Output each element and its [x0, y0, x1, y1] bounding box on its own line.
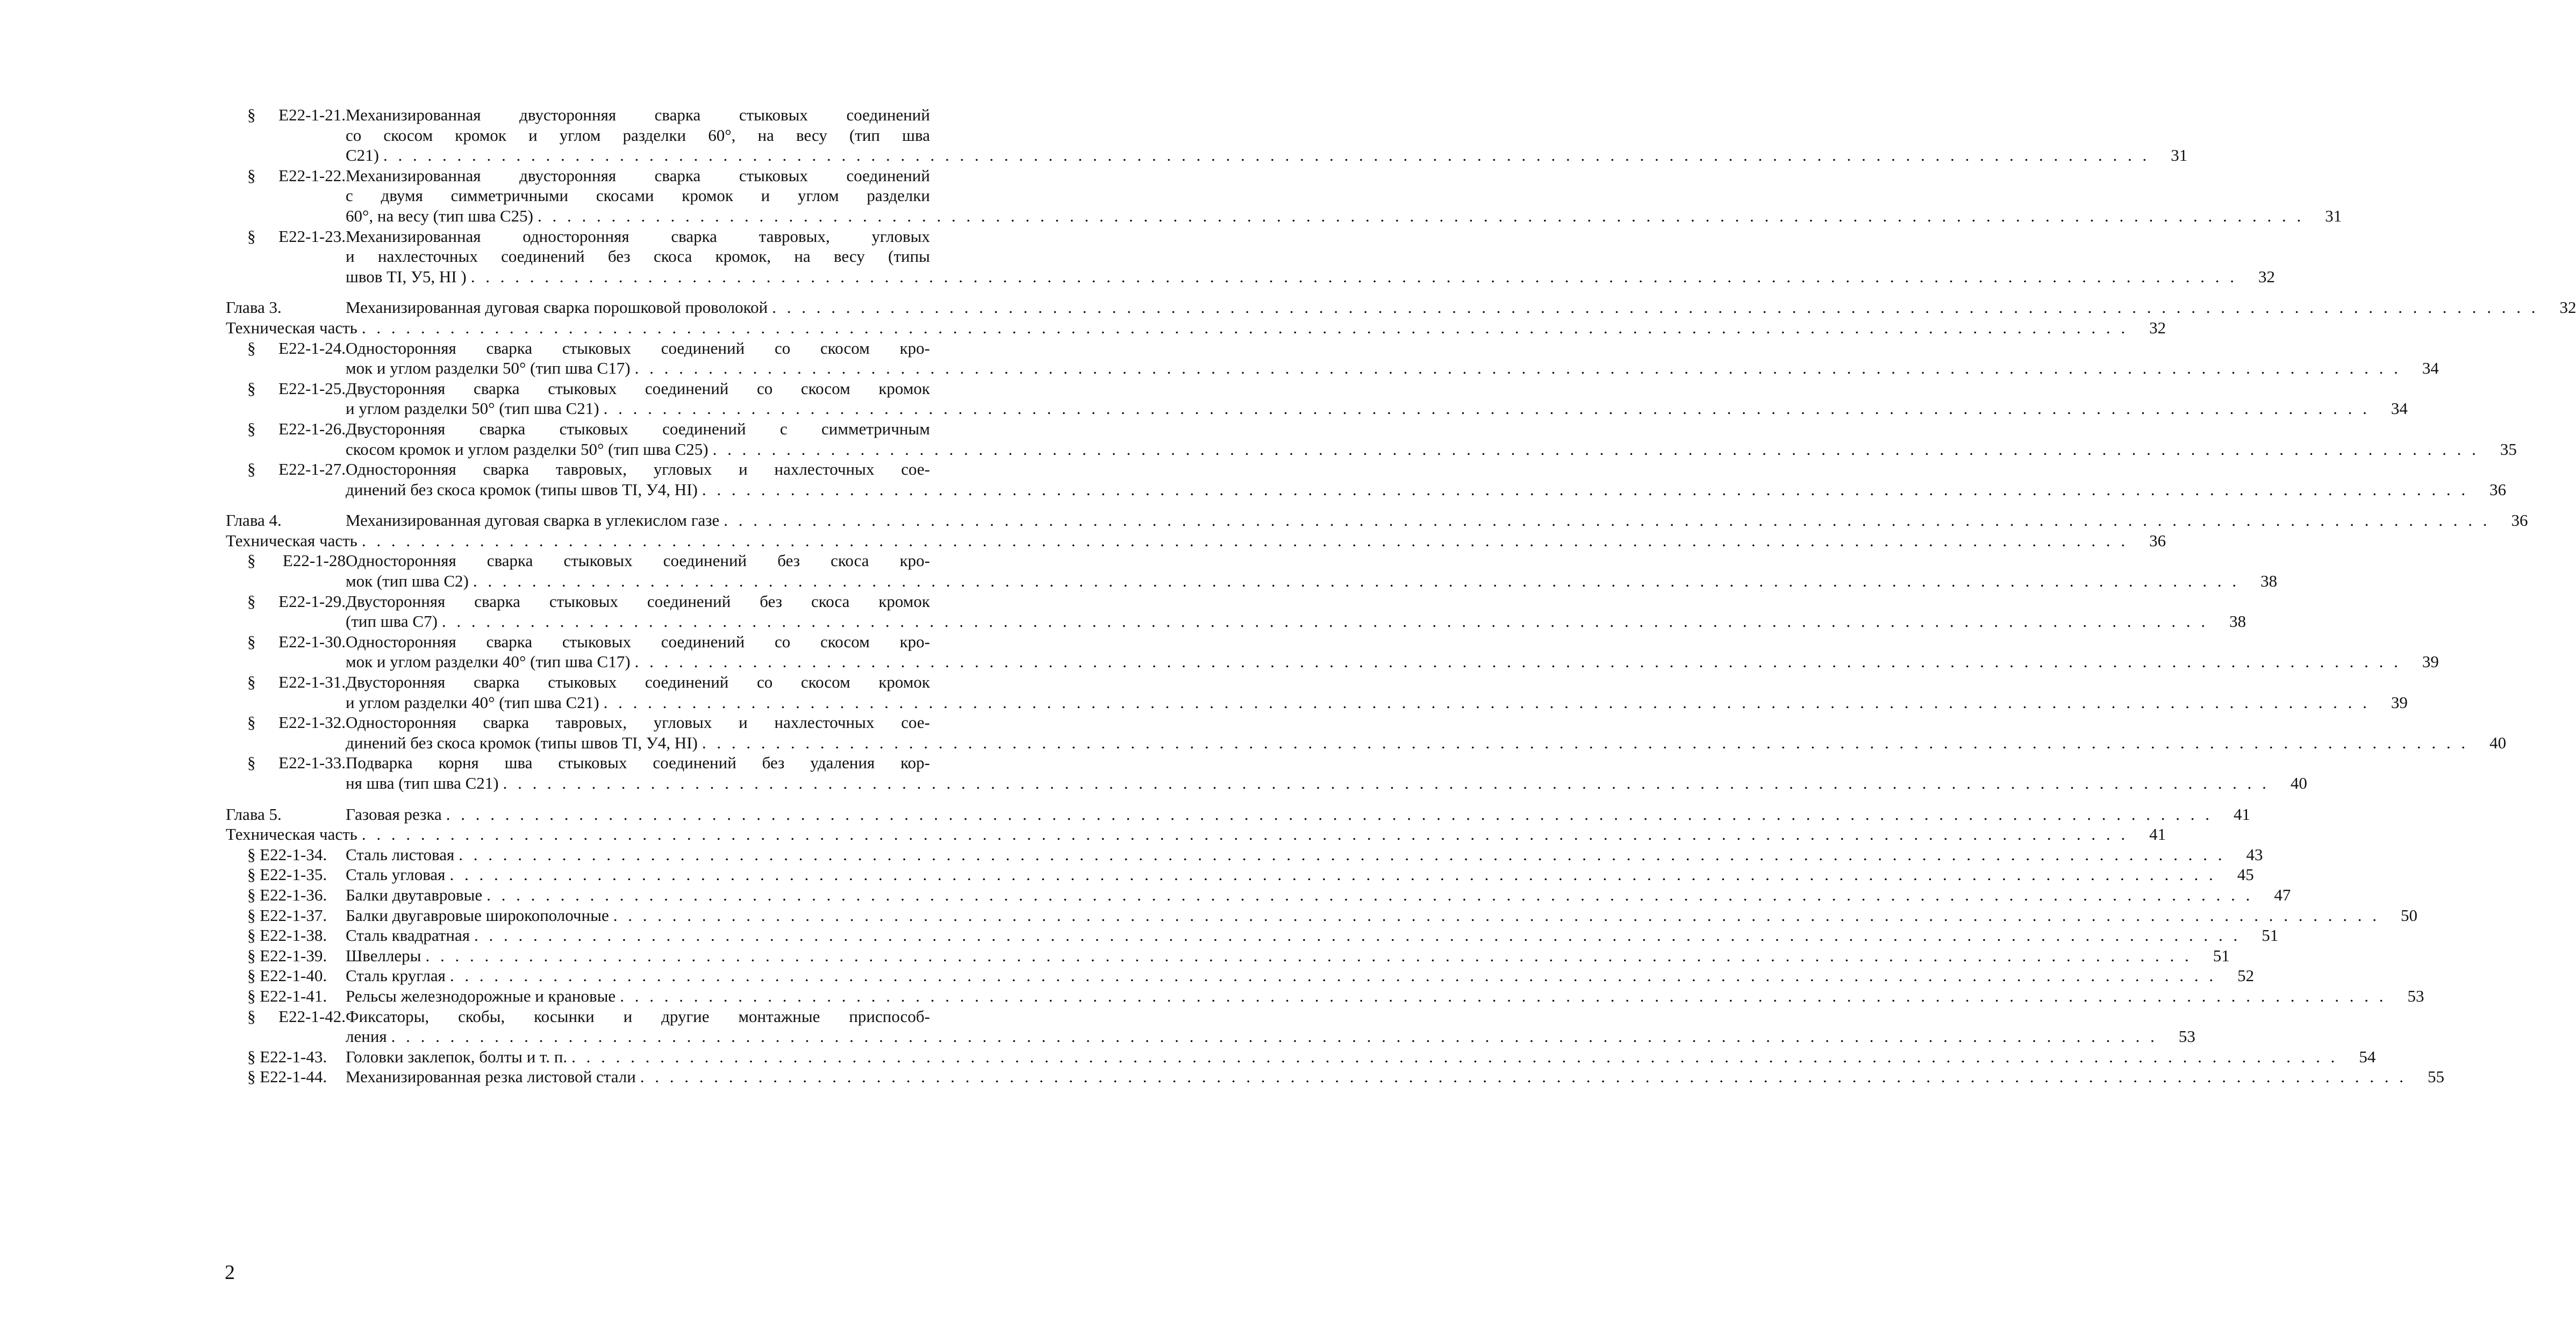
toc-entry-title-text: Техническая часть: [226, 825, 357, 844]
toc-section-entry: [226, 166, 2342, 226]
dot-leader: . . . . . . . . . . . . . . . . . . . . . . . . . . . . . . . . . . . . . . . . . . . . . . . . . . . . . . . . . . . . . . . . . . . . . . . . . . . . . . . . . . . . . . . . . . . . . . . . . . . . . . . . . . . . . . . . . . . . . . . .: [449, 865, 2216, 884]
toc-page-ref: 40: [2290, 774, 2307, 792]
toc-page-ref: 31: [2171, 146, 2188, 165]
toc-page-ref: 53: [2178, 1027, 2195, 1046]
toc-entry-code: § Е22-1-24.: [247, 338, 346, 358]
dot-leader: . . . . . . . . . . . . . . . . . . . . . . . . . . . . . . . . . . . . . . . . . . . . . . . . . . . . . . . . . . . . . . . . . . . . . . . . . . . . . . . . . . . . . . . . . . . . . . . . . . . . . . . . . . . . . . . . . . . . . . . .: [603, 399, 2370, 418]
toc-entry-leader-line: [226, 966, 2255, 986]
toc-entry-code: Глава 4.: [226, 511, 282, 530]
dot-leader: . . . . . . . . . . . . . . . . . . . . . . . . . . . . . . . . . . . . . . . . . . . . . . . . . . . . . . . . . . . . . . . . . . . . . . . . . . . . . . . . . . . . . . . . . . . . . . . . . . . . . . . . . . . . . . . . . . . . . . . .: [634, 652, 2401, 671]
toc-entry-title-text: (тип шва С7): [346, 612, 438, 631]
dot-leader: . . . . . . . . . . . . . . . . . . . . . . . . . . . . . . . . . . . . . . . . . . . . . . . . . . . . . . . . . . . . . . . . . . . . . . . . . . . . . . . . . . . . . . . . . . . . . . . . . . . . . . . . . . . . . . . . . . . . . . . .: [772, 298, 2539, 317]
toc-page-ref: 32: [2258, 267, 2275, 286]
toc-entry-leader-line: [346, 652, 2439, 672]
toc-page-ref: 36: [2511, 511, 2528, 530]
dot-leader: . . . . . . . . . . . . . . . . . . . . . . . . . . . . . . . . . . . . . . . . . . . . . . . . . . . . . . . . . . . . . . . . . . . . . . . . . . . . . . . . . . . . . . . . . . . . . . . . . . . . . . . . . . . . . . . . . . . . . . . .: [391, 1027, 2158, 1046]
toc-entry-title-text: Сталь угловая: [346, 865, 446, 884]
toc-page-ref: 54: [2359, 1047, 2376, 1066]
toc-entry-leader-line: [346, 692, 2408, 713]
toc-section-entry: [226, 591, 2246, 632]
toc-page-ref: 41: [2233, 804, 2250, 824]
toc-entry-leader-line: [346, 571, 2278, 591]
toc-entry-title-line: со скосом кромок и углом разделки 60°, на весу (тип шва: [346, 125, 930, 145]
toc-entry-code: § Е22-1-26.: [247, 419, 346, 438]
toc-entry-title-text: Сталь листовая: [346, 845, 455, 864]
toc-section-entry: [226, 712, 2507, 753]
toc-entry-leader-line: [226, 531, 2166, 551]
toc-entry-leader-line: [226, 1067, 2445, 1087]
toc-entry-title-line: [226, 1006, 930, 1027]
toc-entry-title-text: Двусторонняя сварка стыковых соединений со скосом кромок: [346, 673, 930, 692]
toc-entry-code: § Е22-1-34.: [247, 845, 327, 864]
toc-entry-title-line: [226, 712, 930, 733]
toc-entry-leader-line: [226, 1047, 2376, 1067]
toc-entry-title-text: динений без скоса кромок (типы швов TI, У4, HI): [346, 480, 698, 499]
toc-section-entry: [226, 1006, 2195, 1047]
toc-entry-code: § Е22-1-32.: [247, 713, 346, 732]
toc-section-entry: [226, 338, 2439, 378]
toc-entry-code: § Е22-1-23.: [247, 226, 346, 246]
toc-entry-title-text: Рельсы железнодорожные и крановые: [346, 986, 616, 1005]
toc-entry-code: § Е22-1-28: [247, 551, 346, 570]
toc-entry-title-text: Сталь круглая: [346, 966, 446, 985]
toc-entry-title-line: [226, 672, 930, 692]
toc-page-ref: 39: [2422, 652, 2439, 671]
toc-entry-leader-line: [346, 480, 2507, 500]
dot-leader: . . . . . . . . . . . . . . . . . . . . . . . . . . . . . . . . . . . . . . . . . . . . . . . . . . . . . . . . . . . . . . . . . . . . . . . . . . . . . . . . . . . . . . . . . . . . . . . . . . . . . . . . . . . . . . . . . . . . . . . .: [449, 966, 2217, 985]
toc-page-ref: 55: [2428, 1067, 2445, 1087]
toc-entry-title-line: и нахлесточных соединений без скоса кромок, на весу (типы: [346, 247, 930, 266]
toc-entry-leader-line: [346, 1026, 2195, 1047]
toc-page-ref: 35: [2500, 439, 2517, 459]
toc-entry-leader-line: [226, 845, 2263, 865]
dot-leader: . . . . . . . . . . . . . . . . . . . . . . . . . . . . . . . . . . . . . . . . . . . . . . . . . . . . . . . . . . . . . . . . . . . . . . . . . . . . . . . . . . . . . . . . . . . . . . . . . . . . . . . . . . . . . . . . . . . . . . . .: [613, 905, 2380, 925]
dot-leader: . . . . . . . . . . . . . . . . . . . . . . . . . . . . . . . . . . . . . . . . . . . . . . . . . . . . . . . . . . . . . . . . . . . . . . . . . . . . . . . . . . . . . . . . . . . . . . . . . . . . . . . . . . . . . . . . . . . . . . . .: [702, 733, 2469, 752]
toc-entry-title-line: [226, 378, 930, 399]
toc-section-entry: [226, 672, 2408, 712]
toc-entry-code: § Е22-1-39.: [247, 946, 327, 965]
toc-entry-code: § Е22-1-36.: [247, 885, 327, 904]
toc-entry-title-text: Односторонняя сварка тавровых, угловых и нахлесточных сое-: [346, 460, 930, 479]
toc-section-entry: [226, 551, 2278, 591]
toc-section-entry: [226, 946, 2230, 966]
toc-page-ref: 36: [2149, 531, 2166, 550]
toc-page-ref: 34: [2391, 399, 2408, 418]
toc-entry-leader-line: [226, 986, 2424, 1006]
toc-entry-title-text: Головки заклепок, болты и т. п.: [346, 1047, 568, 1066]
dot-leader: . . . . . . . . . . . . . . . . . . . . . . . . . . . . . . . . . . . . . . . . . . . . . . . . . . . . . . . . . . . . . . . . . . . . . . . . . . . . . . . . . . . . . . . . . . . . . . . . . . . . . . . . . . . . . . . . . . . . . . . .: [459, 845, 2226, 864]
toc-entry-code: § Е22-1-38.: [247, 926, 327, 945]
dot-leader: . . . . . . . . . . . . . . . . . . . . . . . . . . . . . . . . . . . . . . . . . . . . . . . . . . . . . . . . . . . . . . . . . . . . . . . . . . . . . . . . . . . . . . . . . . . . . . . . . . . . . . . . . . . . . . . . . . . . . . . .: [702, 480, 2469, 499]
toc-entry-leader-line: [346, 145, 2188, 166]
toc-entry-title-line: [226, 753, 930, 773]
toc-entry-title-text: Односторонняя сварка стыковых соединений со скосом кро-: [346, 338, 930, 358]
toc-section-entry: [226, 905, 2417, 926]
toc-entry-title-text: Механизированная резка листовой стали: [346, 1067, 636, 1087]
toc-entry-code: § Е22-1-33.: [247, 753, 346, 773]
toc-page-ref: 38: [2229, 612, 2246, 631]
toc-entry-title-line: [226, 338, 930, 359]
toc-page-ref: 43: [2246, 845, 2263, 864]
toc-entry-title-line: [226, 105, 930, 125]
toc-page-ref: 53: [2407, 986, 2424, 1005]
toc-entry-title-line: [226, 591, 930, 612]
toc-section-entry: [226, 226, 2275, 287]
toc-entry-leader-line: [346, 267, 2275, 287]
toc-entry-title-text: Механизированная дуговая сварка в углекислом газе: [346, 511, 720, 530]
toc-entry-code: § Е22-1-42.: [247, 1006, 346, 1026]
toc-entry-title-text: Швеллеры: [346, 946, 421, 965]
toc-page-ref: 31: [2325, 206, 2342, 225]
dot-leader: . . . . . . . . . . . . . . . . . . . . . . . . . . . . . . . . . . . . . . . . . . . . . . . . . . . . . . . . . . . . . . . . . . . . . . . . . . . . . . . . . . . . . . . . . . . . . . . . . . . . . . . . . . . . . . . . . . . . . . . .: [724, 511, 2491, 530]
dot-leader: . . . . . . . . . . . . . . . . . . . . . . . . . . . . . . . . . . . . . . . . . . . . . . . . . . . . . . . . . . . . . . . . . . . . . . . . . . . . . . . . . . . . . . . . . . . . . . . . . . . . . . . . . . . . . . . . . . . . . . . .: [486, 885, 2253, 904]
toc-page-ref: 32: [2559, 298, 2576, 317]
toc-section-entry: [226, 105, 2188, 166]
toc-entry-code: § Е22-1-29.: [247, 591, 346, 611]
toc-part-entry: [226, 318, 2166, 338]
toc-entry-leader-line: [346, 773, 2307, 794]
toc-entry-title-text: Техническая часть: [226, 318, 357, 337]
toc-entry-leader-line: [226, 297, 2576, 318]
toc-entry-title-text: Фиксаторы, скобы, косынки и другие монтажные приспособ-: [346, 1006, 930, 1026]
toc-entry-title-text: Двусторонняя сварка стыковых соединений со скосом кромок: [346, 378, 930, 398]
toc-entry-title-text: Двусторонняя сварка стыковых соединений без скоса кромок: [346, 591, 930, 611]
dot-leader: . . . . . . . . . . . . . . . . . . . . . . . . . . . . . . . . . . . . . . . . . . . . . . . . . . . . . . . . . . . . . . . . . . . . . . . . . . . . . . . . . . . . . . . . . . . . . . . . . . . . . . . . . . . . . . . . . . . . . . . .: [361, 825, 2129, 844]
toc-page-ref: 50: [2400, 905, 2417, 925]
dot-leader: . . . . . . . . . . . . . . . . . . . . . . . . . . . . . . . . . . . . . . . . . . . . . . . . . . . . . . . . . . . . . . . . . . . . . . . . . . . . . . . . . . . . . . . . . . . . . . . . . . . . . . . . . . . . . . . . . . . . . . . .: [538, 206, 2305, 225]
toc-entry-title-text: Техническая часть: [226, 531, 357, 550]
toc-entry-leader-line: [346, 398, 2408, 419]
toc-entry-leader-line: [346, 611, 2246, 632]
toc-entry-leader-line: [346, 733, 2507, 753]
toc-entry-title-text: Односторонняя сварка стыковых соединений без скоса кро-: [346, 551, 930, 570]
toc-entry-leader-line: [226, 510, 2528, 531]
dot-leader: . . . . . . . . . . . . . . . . . . . . . . . . . . . . . . . . . . . . . . . . . . . . . . . . . . . . . . . . . . . . . . . . . . . . . . . . . . . . . . . . . . . . . . . . . . . . . . . . . . . . . . . . . . . . . . . . . . . . . . . .: [603, 692, 2370, 712]
toc-entry-title-text: Односторонняя сварка тавровых, угловых и нахлесточных сое-: [346, 713, 930, 732]
toc-chapter-entry: [226, 297, 2576, 318]
toc-entry-leader-line: [346, 439, 2517, 460]
toc-entry-title-text: Односторонняя сварка стыковых соединений со скосом кро-: [346, 632, 930, 651]
toc-section-entry: [226, 845, 2263, 865]
toc-entry-leader-line: [346, 358, 2439, 378]
toc-entry-title-text: Подварка корня шва стыковых соединений без удаления кор-: [346, 753, 930, 773]
dot-leader: . . . . . . . . . . . . . . . . . . . . . . . . . . . . . . . . . . . . . . . . . . . . . . . . . . . . . . . . . . . . . . . . . . . . . . . . . . . . . . . . . . . . . . . . . . . . . . . . . . . . . . . . . . . . . . . . . . . . . . . .: [361, 318, 2129, 337]
dot-leader: . . . . . . . . . . . . . . . . . . . . . . . . . . . . . . . . . . . . . . . . . . . . . . . . . . . . . . . . . . . . . . . . . . . . . . . . . . . . . . . . . . . . . . . . . . . . . . . . . . . . . . . . . . . . . . . . . . . . . . . .: [446, 804, 2213, 824]
toc-entry-leader-line: [226, 804, 2250, 825]
toc-entry-title-line: [226, 226, 930, 247]
toc-section-entry: [226, 986, 2424, 1006]
toc-entry-leader-line: [226, 905, 2417, 926]
toc-entry-title-line: с двумя симметричными скосами кромок и углом разделки: [346, 186, 930, 205]
toc-page-ref: 51: [2262, 926, 2279, 945]
toc-page-ref: 51: [2213, 946, 2230, 965]
toc-entry-title-text: Сталь квадратная: [346, 926, 470, 945]
toc-entry-code: § Е22-1-35.: [247, 865, 327, 884]
toc-entry-title-text: мок и углом разделки 50° (тип шва С17): [346, 359, 631, 378]
dot-leader: . . . . . . . . . . . . . . . . . . . . . . . . . . . . . . . . . . . . . . . . . . . . . . . . . . . . . . . . . . . . . . . . . . . . . . . . . . . . . . . . . . . . . . . . . . . . . . . . . . . . . . . . . . . . . . . . . . . . . . . .: [634, 359, 2401, 378]
toc-chapter-entry: [226, 510, 2528, 531]
dot-leader: . . . . . . . . . . . . . . . . . . . . . . . . . . . . . . . . . . . . . . . . . . . . . . . . . . . . . . . . . . . . . . . . . . . . . . . . . . . . . . . . . . . . . . . . . . . . . . . . . . . . . . . . . . . . . . . . . . . . . . . .: [425, 946, 2192, 965]
toc-page-ref: 47: [2274, 885, 2291, 904]
table-of-contents: [226, 105, 2576, 1087]
dot-leader: . . . . . . . . . . . . . . . . . . . . . . . . . . . . . . . . . . . . . . . . . . . . . . . . . . . . . . . . . . . . . . . . . . . . . . . . . . . . . . . . . . . . . . . . . . . . . . . . . . . . . . . . . . . . . . . . . . . . . . . .: [640, 1067, 2407, 1087]
toc-entry-leader-line: [226, 925, 2279, 946]
dot-leader: . . . . . . . . . . . . . . . . . . . . . . . . . . . . . . . . . . . . . . . . . . . . . . . . . . . . . . . . . . . . . . . . . . . . . . . . . . . . . . . . . . . . . . . . . . . . . . . . . . . . . . . . . . . . . . . . . . . . . . . .: [474, 926, 2241, 945]
toc-entry-leader-line: [226, 885, 2291, 905]
toc-entry-title-text: и углом разделки 40° (тип шва С21): [346, 692, 599, 712]
toc-page-ref: 52: [2237, 966, 2255, 985]
toc-entry-code: § Е22-1-43.: [247, 1047, 327, 1066]
toc-entry-title-text: Газовая резка: [346, 804, 442, 824]
toc-entry-code: § Е22-1-30.: [247, 632, 346, 651]
toc-entry-leader-line: [226, 824, 2166, 845]
toc-page-ref: 40: [2489, 733, 2507, 752]
toc-entry-title-text: мок (тип шва С2): [346, 571, 469, 591]
toc-page-ref: 41: [2149, 825, 2166, 844]
toc-entry-title-line: [226, 419, 930, 439]
toc-entry-title-text: и углом разделки 50° (тип шва С21): [346, 399, 599, 418]
toc-section-entry: [226, 632, 2439, 672]
toc-section-entry: [226, 419, 2517, 459]
dot-leader: . . . . . . . . . . . . . . . . . . . . . . . . . . . . . . . . . . . . . . . . . . . . . . . . . . . . . . . . . . . . . . . . . . . . . . . . . . . . . . . . . . . . . . . . . . . . . . . . . . . . . . . . . . . . . . . . . . . . . . . .: [470, 267, 2237, 286]
toc-entry-title-text: ня шва (тип шва С21): [346, 774, 499, 792]
dot-leader: . . . . . . . . . . . . . . . . . . . . . . . . . . . . . . . . . . . . . . . . . . . . . . . . . . . . . . . . . . . . . . . . . . . . . . . . . . . . . . . . . . . . . . . . . . . . . . . . . . . . . . . . . . . . . . . . . . . . . . . .: [712, 439, 2479, 459]
toc-section-entry: [226, 1067, 2445, 1087]
dot-leader: . . . . . . . . . . . . . . . . . . . . . . . . . . . . . . . . . . . . . . . . . . . . . . . . . . . . . . . . . . . . . . . . . . . . . . . . . . . . . . . . . . . . . . . . . . . . . . . . . . . . . . . . . . . . . . . . . . . . . . . .: [441, 612, 2209, 631]
toc-entry-title-text: швов TI, У5, HI ): [346, 267, 467, 286]
toc-section-entry: [226, 865, 2254, 885]
toc-section-entry: [226, 885, 2291, 905]
toc-section-entry: [226, 459, 2507, 499]
toc-entry-code: § Е22-1-27.: [247, 460, 346, 479]
toc-chapter-entry: [226, 804, 2250, 825]
toc-section-entry: [226, 378, 2408, 419]
toc-entry-title-text: Механизированная односторонняя сварка тавровых, угловых: [346, 226, 930, 246]
toc-entry-leader-line: [226, 946, 2230, 966]
toc-section-entry: [226, 925, 2279, 946]
toc-entry-title-text: Механизированная двусторонняя сварка стыковых соединений: [346, 105, 930, 124]
toc-entry-code: § Е22-1-40.: [247, 966, 327, 985]
toc-entry-code: § Е22-1-21.: [247, 105, 346, 124]
page-number: 2: [225, 1261, 235, 1284]
toc-page-ref: 39: [2391, 692, 2408, 712]
dot-leader: . . . . . . . . . . . . . . . . . . . . . . . . . . . . . . . . . . . . . . . . . . . . . . . . . . . . . . . . . . . . . . . . . . . . . . . . . . . . . . . . . . . . . . . . . . . . . . . . . . . . . . . . . . . . . . . . . . . . . . . .: [571, 1047, 2338, 1066]
toc-part-entry: [226, 824, 2166, 845]
toc-part-entry: [226, 531, 2166, 551]
toc-entry-title-text: скосом кромок и углом разделки 50° (тип шва С25): [346, 439, 709, 459]
dot-leader: . . . . . . . . . . . . . . . . . . . . . . . . . . . . . . . . . . . . . . . . . . . . . . . . . . . . . . . . . . . . . . . . . . . . . . . . . . . . . . . . . . . . . . . . . . . . . . . . . . . . . . . . . . . . . . . . . . . . . . . .: [383, 146, 2150, 165]
toc-entry-title-text: Механизированная дуговая сварка порошковой проволокой: [346, 298, 768, 317]
dot-leader: . . . . . . . . . . . . . . . . . . . . . . . . . . . . . . . . . . . . . . . . . . . . . . . . . . . . . . . . . . . . . . . . . . . . . . . . . . . . . . . . . . . . . . . . . . . . . . . . . . . . . . . . . . . . . . . . . . . . . . . .: [503, 774, 2270, 792]
dot-leader: . . . . . . . . . . . . . . . . . . . . . . . . . . . . . . . . . . . . . . . . . . . . . . . . . . . . . . . . . . . . . . . . . . . . . . . . . . . . . . . . . . . . . . . . . . . . . . . . . . . . . . . . . . . . . . . . . . . . . . . .: [620, 986, 2387, 1005]
toc-entry-code: § Е22-1-31.: [247, 673, 346, 692]
toc-section-entry: [226, 1047, 2376, 1067]
toc-entry-code: § Е22-1-37.: [247, 905, 327, 925]
toc-entry-code: § Е22-1-41.: [247, 986, 327, 1005]
toc-entry-leader-line: [226, 865, 2254, 885]
toc-entry-title-line: [226, 459, 930, 480]
toc-page-ref: 36: [2489, 480, 2507, 499]
toc-entry-title-text: ления: [346, 1027, 387, 1046]
toc-entry-title-line: [226, 166, 930, 186]
toc-entry-leader-line: [226, 318, 2166, 338]
toc-entry-title-text: Балки двугавровые широкополочные: [346, 905, 609, 925]
toc-page-ref: 38: [2260, 571, 2278, 591]
toc-entry-title-text: 60°, на весу (тип шва С25): [346, 206, 533, 225]
toc-section-entry: [226, 966, 2255, 986]
toc-entry-leader-line: [346, 206, 2342, 226]
toc-section-entry: [226, 753, 2307, 793]
dot-leader: . . . . . . . . . . . . . . . . . . . . . . . . . . . . . . . . . . . . . . . . . . . . . . . . . . . . . . . . . . . . . . . . . . . . . . . . . . . . . . . . . . . . . . . . . . . . . . . . . . . . . . . . . . . . . . . . . . . . . . . .: [361, 531, 2129, 550]
toc-entry-title-text: мок и углом разделки 40° (тип шва С17): [346, 652, 631, 671]
toc-entry-title-text: С21): [346, 146, 379, 165]
toc-page-ref: 34: [2422, 359, 2439, 378]
dot-leader: . . . . . . . . . . . . . . . . . . . . . . . . . . . . . . . . . . . . . . . . . . . . . . . . . . . . . . . . . . . . . . . . . . . . . . . . . . . . . . . . . . . . . . . . . . . . . . . . . . . . . . . . . . . . . . . . . . . . . . . .: [473, 571, 2240, 591]
toc-entry-title-line: [226, 551, 930, 571]
toc-entry-code: § Е22-1-22.: [247, 166, 346, 185]
toc-entry-code: Глава 3.: [226, 298, 282, 317]
toc-entry-code: Глава 5.: [226, 804, 282, 824]
toc-entry-title-text: Двусторонняя сварка стыковых соединений с симметричным: [346, 419, 930, 438]
toc-page-ref: 32: [2149, 318, 2166, 337]
toc-entry-code: § Е22-1-44.: [247, 1067, 327, 1087]
toc-entry-title-text: динений без скоса кромок (типы швов TI, У4, HI): [346, 733, 698, 752]
toc-entry-code: § Е22-1-25.: [247, 378, 346, 398]
toc-entry-title-line: [226, 632, 930, 652]
toc-entry-title-text: Механизированная двусторонняя сварка стыковых соединений: [346, 166, 930, 185]
toc-page-ref: 45: [2237, 865, 2254, 884]
toc-entry-title-text: Балки двутавровые: [346, 885, 483, 904]
